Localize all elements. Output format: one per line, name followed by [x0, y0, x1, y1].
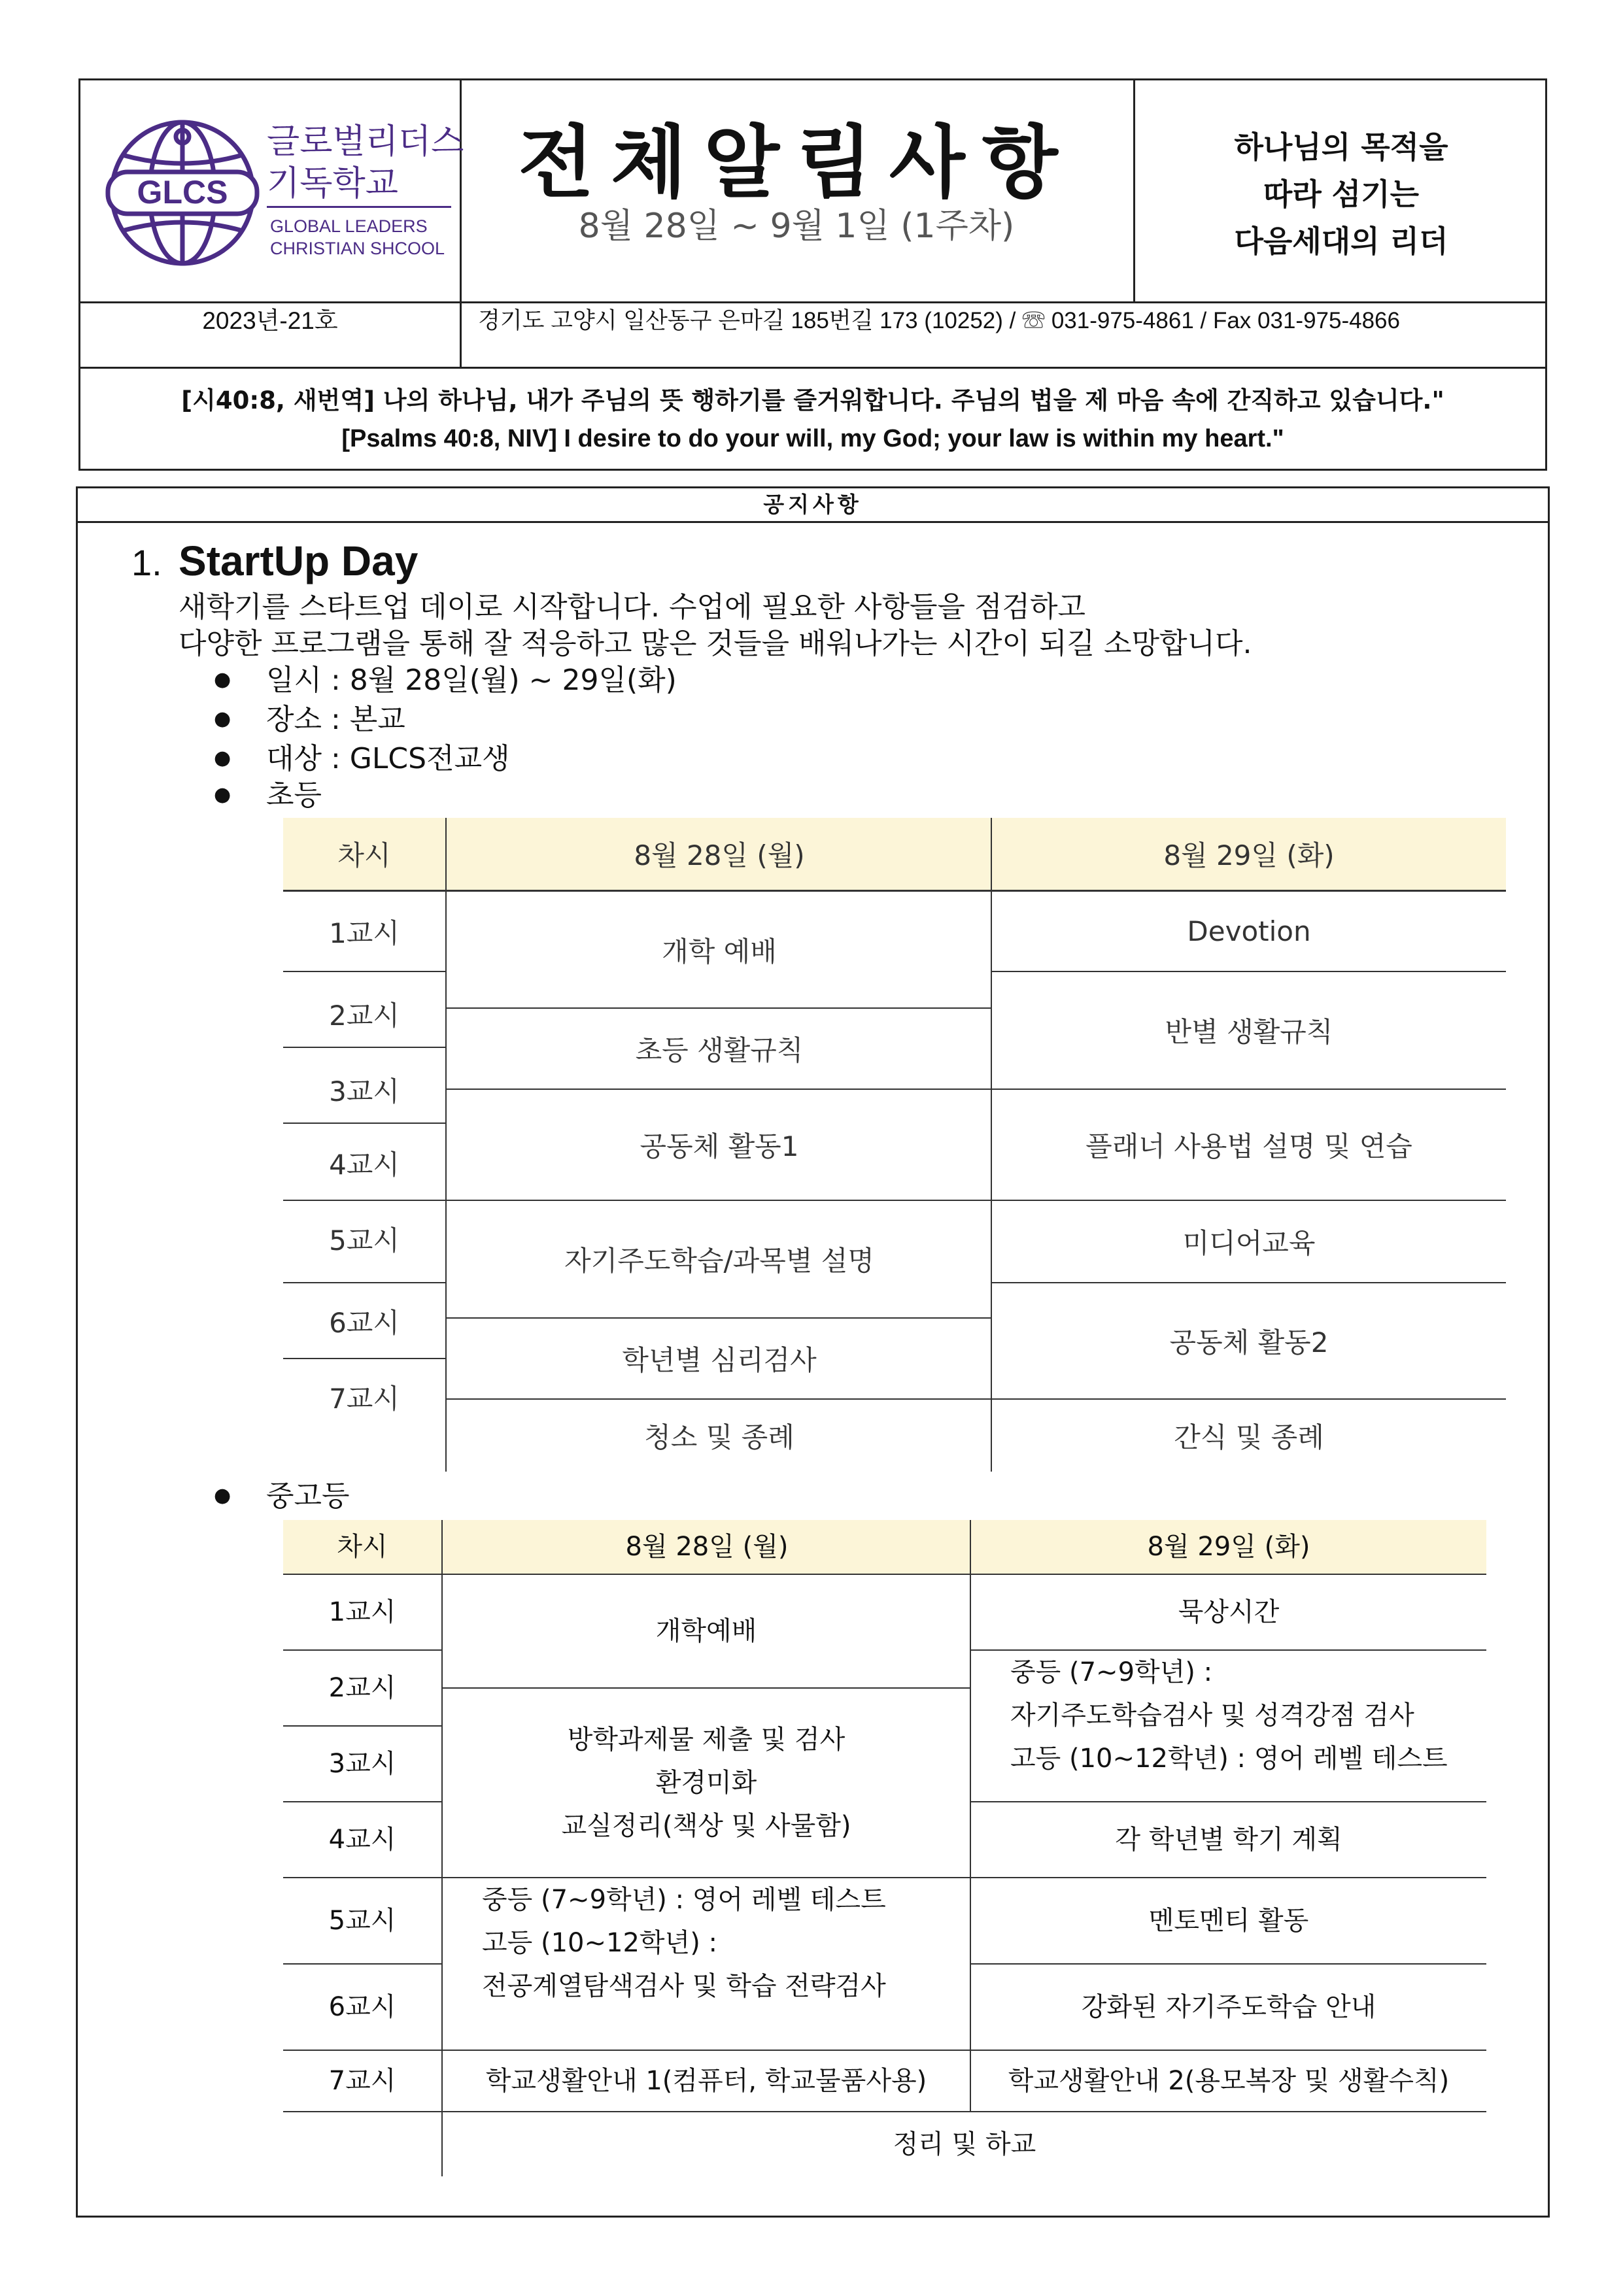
bullet-text: 초등: [266, 779, 322, 812]
divider: [80, 367, 1545, 369]
period-label: 7교시: [328, 2066, 396, 2096]
bullet-text: 대상 : GLCS전교생: [266, 742, 510, 775]
issue-number: 2023년-21호: [202, 307, 338, 334]
elementary-schedule-table: [283, 818, 1506, 1472]
elementary-day1-cell: 초등 생활규칙: [635, 1034, 804, 1066]
cell-line: 전공계열탐색검사 및 학습 전략검사: [482, 1971, 886, 2001]
table-header-day2: 8월 29일 (화): [1163, 839, 1335, 871]
elementary-day1-cell: 자기주도학습/과목별 설명: [564, 1245, 874, 1277]
motto-line: 따라 섬기는: [1263, 177, 1420, 212]
secondary-day2-cell: [971, 1651, 1486, 1801]
notice-box: [76, 486, 1550, 2218]
elementary-day2-cell: 간식 및 종례: [1174, 1421, 1324, 1453]
grid-line: [283, 1047, 447, 1048]
bullet-dot-icon: ●: [214, 783, 231, 806]
page-title: 전체알림사항: [518, 118, 1075, 209]
bullet-dot-icon: ●: [214, 1484, 231, 1507]
period-label: 3교시: [328, 1749, 396, 1779]
table-header-period: 차시: [337, 839, 391, 871]
period-label: 4교시: [329, 1149, 400, 1181]
table-header-day1: 8월 28일 (월): [625, 1532, 789, 1562]
secondary-day2-cell: 멘토멘티 활동: [1148, 1906, 1309, 1936]
bullet-text: 일시 : 8월 28일(월) ~ 29일(화): [266, 664, 677, 697]
logo-name-en-line2: CHRISTIAN SHCOOL: [270, 239, 445, 258]
cell-line: 고등 (10~12학년) :: [482, 1928, 717, 1958]
bible-verse-ko: [시40:8, 새번역] 나의 하나님, 내가 주님의 뜻 행하기를 즐거워합니다. 주님의 법을 제 마음 속에 간직하고 있습니다.": [181, 386, 1444, 414]
period-label: 6교시: [329, 1307, 400, 1339]
header-box: [78, 78, 1547, 471]
secondary-day1-cell: 개학예배: [655, 1616, 757, 1646]
motto-line: 다음세대의 리더: [1234, 224, 1448, 259]
elementary-day1-cell: 공동체 활동1: [640, 1130, 799, 1162]
logo-name-en-line1: GLOBAL LEADERS: [270, 216, 428, 236]
elementary-day1-cell: 학년별 심리검사: [622, 1344, 817, 1376]
period-label: 1교시: [328, 1597, 396, 1627]
table-header-day2: 8월 29일 (화): [1147, 1532, 1310, 1562]
elementary-day2-cell: Devotion: [1187, 915, 1311, 947]
cell-line: 고등 (10~12학년) : 영어 레벨 테스트: [1010, 1744, 1448, 1774]
school-address: 경기도 고양시 일산동구 은마길 185번길 173 (10252) / ☏ 031-975-4861 / Fax 031-975-4866: [478, 308, 1400, 333]
elementary-day2-cell: 반별 생활규칙: [1165, 1016, 1333, 1048]
bullet-dot-icon: ●: [214, 747, 231, 769]
period-label: 5교시: [328, 1906, 396, 1936]
period-label: 2교시: [328, 1673, 396, 1703]
secondary-day1-cell: [443, 1689, 970, 1877]
elementary-day2-cell: 플래너 사용법 설명 및 연습: [1085, 1130, 1412, 1162]
cell-line: 교실정리(책상 및 사물함): [561, 1811, 851, 1841]
cell-line: 중등 (7~9학년) :: [1010, 1657, 1213, 1687]
secondary-day2-cell: 각 학년별 학기 계획: [1115, 1825, 1342, 1855]
period-subtitle: 8월 28일 ~ 9월 1일 (1주차): [578, 207, 1015, 246]
secondary-day2-cell: 묵상시간: [1178, 1597, 1280, 1627]
grid-line: [283, 1123, 447, 1124]
logo-badge-text: GLCS: [137, 174, 228, 211]
period-label: 5교시: [329, 1224, 400, 1257]
grid-line: [283, 1358, 447, 1359]
logo-globe-icon: [104, 114, 261, 271]
period-label: 4교시: [328, 1825, 396, 1855]
logo-underline: [267, 206, 451, 208]
secondary-day1-cell: [443, 1878, 970, 2050]
period-label: 6교시: [328, 1992, 396, 2022]
period-label: 1교시: [329, 917, 400, 949]
bullet-text: 중고등: [266, 1479, 350, 1513]
period-label: 7교시: [329, 1383, 400, 1415]
secondary-day1-cell: 학교생활안내 1(컴퓨터, 학교물품사용): [485, 2066, 927, 2096]
logo-name-en: [270, 215, 445, 260]
elementary-day2-cell: 공동체 활동2: [1169, 1326, 1329, 1359]
logo-name-ko-line2: 기독학교: [267, 164, 398, 203]
period-label: 2교시: [329, 1000, 400, 1032]
school-motto: [1133, 124, 1549, 265]
intro-line: 다양한 프로그램을 통해 잘 적응하고 많은 것들을 배워나가는 시간이 되길 소망합니다.: [179, 627, 1252, 660]
divider: [460, 301, 462, 367]
grid-line: [283, 971, 447, 972]
elementary-day2-cell: 미디어교육: [1182, 1227, 1316, 1259]
motto-line: 하나님의 목적을: [1234, 129, 1448, 165]
section-number: 1.: [131, 542, 162, 583]
elementary-day1-cell: 청소 및 종례: [644, 1421, 794, 1453]
secondary-day2-cell: 강화된 자기주도학습 안내: [1081, 1992, 1376, 2022]
bullet-dot-icon: ●: [214, 668, 231, 691]
cell-line: 자기주도학습검사 및 성격강점 검사: [1010, 1700, 1414, 1730]
period-label: 3교시: [329, 1075, 400, 1107]
cell-line: 환경미화: [655, 1768, 757, 1798]
intro-line: 새학기를 스타트업 데이로 시작합니다. 수업에 필요한 사항들을 점검하고: [179, 590, 1086, 624]
cell-line: 중등 (7~9학년) : 영어 레벨 테스트: [482, 1885, 886, 1915]
bullet-dot-icon: ●: [214, 707, 231, 730]
secondary-schedule-table: [283, 1520, 1486, 2176]
bible-verse-en: [Psalms 40:8, NIV] I desire to do your will, my God; your law is within my heart.": [341, 425, 1284, 452]
grid-line: [283, 1282, 447, 1283]
logo-name-ko: [267, 121, 464, 205]
bullet-text: 장소 : 본교: [266, 703, 405, 736]
notice-heading: 공지사항: [78, 488, 1548, 523]
logo-name-ko-line1: 글로벌리더스: [267, 122, 464, 161]
section-title: StartUp Day: [179, 537, 419, 584]
elementary-day1-cell: 개학 예배: [662, 935, 777, 968]
grid-line: [283, 1200, 447, 1201]
cell-line: 방학과제물 제출 및 검사: [567, 1725, 846, 1755]
table-header-period: 차시: [337, 1532, 388, 1562]
secondary-closing-cell: 정리 및 하교: [893, 2129, 1036, 2159]
secondary-day2-cell: 학교생활안내 2(용모복장 및 생활수칙): [1008, 2066, 1450, 2096]
table-header-day1: 8월 28일 (월): [634, 839, 805, 871]
